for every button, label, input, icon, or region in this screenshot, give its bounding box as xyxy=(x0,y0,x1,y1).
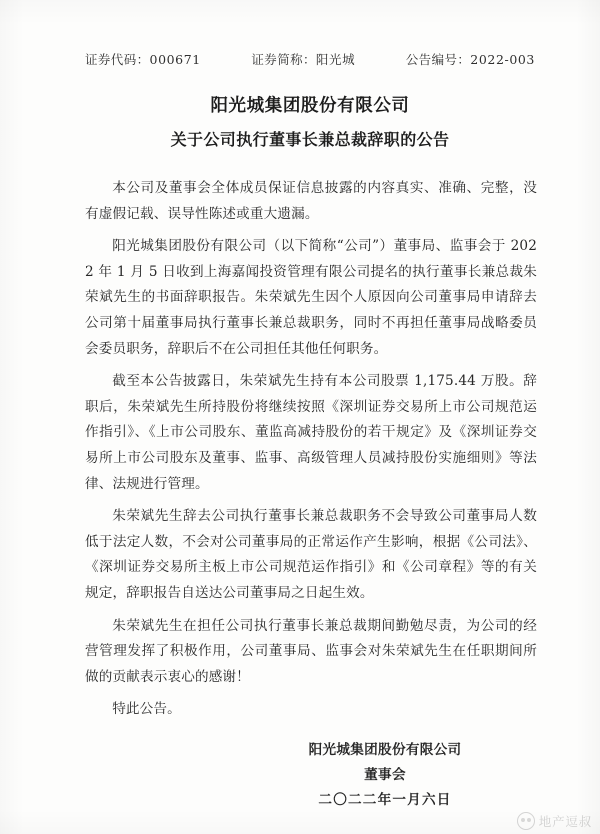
watermark xyxy=(517,812,592,830)
announcement-no-label: 公告编号： xyxy=(405,52,471,67)
announcement-no-value: 2022-003 xyxy=(470,52,535,67)
title-company-name: 阳光城集团股份有限公司 xyxy=(210,96,410,116)
document-body xyxy=(85,176,537,723)
security-code xyxy=(85,50,201,68)
security-abbr-label: 证券简称： xyxy=(251,52,316,67)
security-code-label: 证券代码： xyxy=(85,52,150,67)
security-code-value: 000671 xyxy=(149,52,201,67)
announcement-number xyxy=(406,50,535,68)
paragraph-4: 朱荣斌先生在担任公司执行董事长兼总裁期间勤勉尽责，为公司的经营管理发挥了积极作用，公司董事局、监事会对朱荣斌先生在任职期间所做的贡献表示衷心的感谢！ xyxy=(85,617,537,685)
security-abbr-value: 阳光城 xyxy=(315,52,356,67)
announcement-header xyxy=(85,50,535,68)
watermark-logo-icon xyxy=(517,812,535,830)
paragraph-disclaimer: 本公司及董事会全体成员保证信息披露的内容真实、准确、完整，没有虚假记载、误导性陈述或重大遗漏。 xyxy=(85,180,537,222)
title-subject: 关于公司执行董事长兼总裁辞职的公告 xyxy=(170,130,450,149)
signature-company: 阳光城集团股份有限公司 xyxy=(308,742,462,758)
document-content xyxy=(85,0,535,834)
signature-inner xyxy=(309,738,462,813)
security-abbreviation xyxy=(251,50,355,68)
signature-date: 二〇二二年一月六日 xyxy=(318,792,452,808)
page-title xyxy=(85,92,535,154)
paragraph-5: 特此公告。 xyxy=(112,701,181,718)
signature-block xyxy=(85,738,535,813)
signature-organ: 董事会 xyxy=(364,767,406,783)
paragraph-1: 阳光城集团股份有限公司（以下简称“公司”）董事局、监事会于 2022 年 1 月 5 日收到上海嘉闻投资管理有限公司提名的执行董事长兼总裁朱荣斌先生的书面辞职报告。朱荣斌先生因个人原因向公司董事局申请辞去公司第十届董事局执行董事长兼总裁职务，同时不再担任董事局战略委员会委员职务，辞职后不在公司担任其他任何职务。 xyxy=(85,238,537,357)
paragraph-2: 截至本公告披露日，朱荣斌先生持有本公司股票 1,175.44 万股。辞职后，朱荣斌先生所持股份将继续按照《深圳证券交易所上市公司规范运作指引》、《上市公司股东、董监高减持股份的若干规定》及《深圳证券交易所上市公司股东及董事、监事、高级管理人员减持股份实施细则》等法律、法规进行管理。 xyxy=(85,373,537,492)
paragraph-3: 朱荣斌先生辞去公司执行董事长兼总裁职务不会导致公司董事局人数低于法定人数，不会对公司董事局的正常运作产生影响，根据《公司法》、《深圳证券交易所主板上市公司规范运作指引》和《公司章程》等的有关规定，辞职报告自送达公司董事局之日起生效。 xyxy=(85,508,537,601)
watermark-text: 地产逗叔 xyxy=(538,814,592,829)
